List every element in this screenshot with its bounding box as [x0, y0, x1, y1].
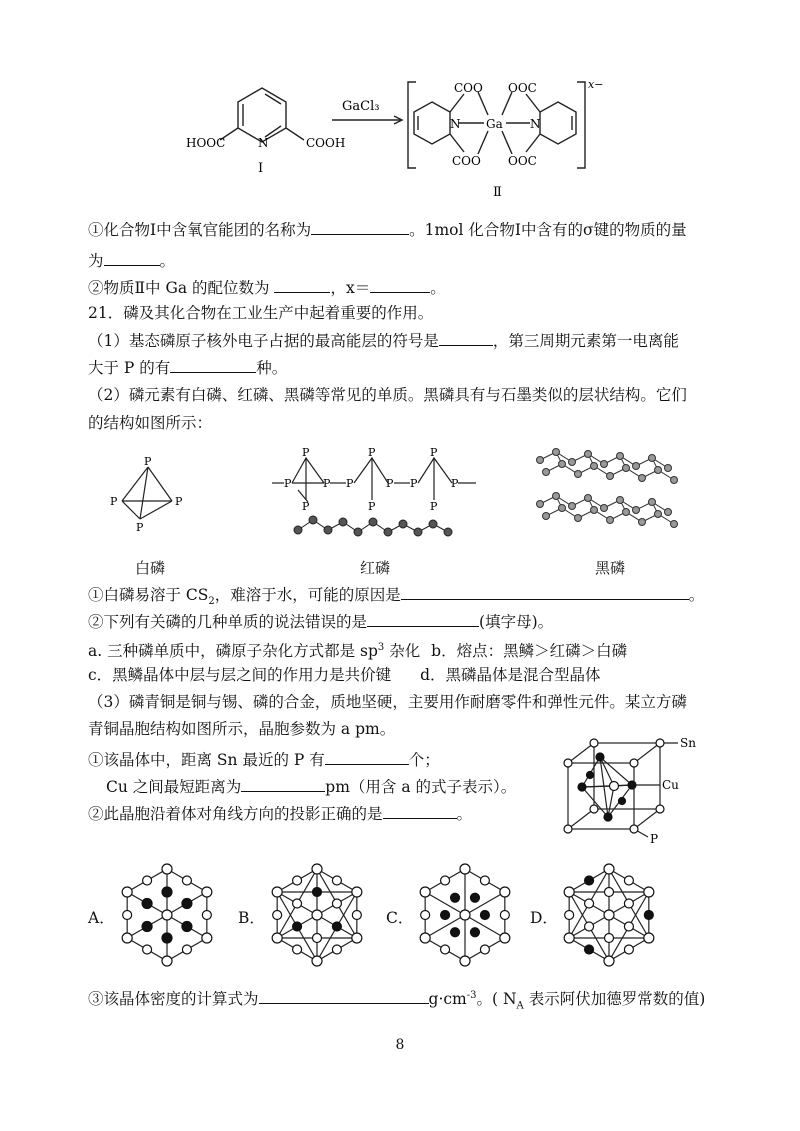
- atom-dot-filled: [162, 887, 172, 897]
- answer-blank[interactable]: [274, 276, 330, 293]
- p-atom-label: P: [368, 446, 376, 459]
- atom-dot-filled: [142, 899, 152, 909]
- coo-bottom-left: COO: [452, 154, 481, 168]
- atom-dot-open: [123, 911, 132, 920]
- answer-blank[interactable]: [367, 610, 479, 627]
- atom-dot-open: [122, 887, 132, 897]
- atom-dot-filled: [182, 922, 192, 932]
- p-atom-label: P: [430, 446, 438, 459]
- atom-dot-open: [162, 864, 172, 874]
- p-atom-label: P: [110, 495, 118, 508]
- p-atom-label: P: [346, 477, 354, 490]
- q21-option-ab: [88, 637, 627, 662]
- option-a-superscript: 3: [377, 642, 385, 653]
- page-number: 8: [395, 1037, 405, 1053]
- red-phosphorus-caption: 红磷: [359, 559, 390, 577]
- p-atom-label: P: [451, 477, 459, 490]
- q21-text: ，难溶于水，可能的原因是: [214, 586, 401, 604]
- atom-dot-open: [332, 945, 341, 954]
- atom-dot-open: [480, 876, 489, 885]
- atom-dot-open: [605, 934, 614, 943]
- cooh-label: COOH: [306, 136, 346, 150]
- q21-3-1: [88, 748, 440, 771]
- atom-dot-open: [293, 945, 302, 954]
- white-phosphorus-caption: 白磷: [134, 559, 165, 577]
- atom-dot-open: [644, 887, 654, 897]
- q21-p3-line-1: （3）磷青铜是铜与锡、磷的合金，质地坚硬，主要用作耐磨零件和弹性元件。某立方磷: [88, 693, 687, 711]
- atom-dot-open: [604, 910, 614, 920]
- p-atom-label: P: [368, 500, 376, 513]
- q21-p2-line-1: （2）磷元素有白磷、红磷、黑磷等常见的单质。黑磷具有与石墨类似的层状结构。它们: [88, 386, 687, 404]
- q20-text-3a: ②物质Ⅱ中 Ga 的配位数为: [88, 279, 275, 297]
- atom-dot-open: [352, 887, 362, 897]
- p-atom-label: P: [323, 477, 331, 490]
- atom-ga: Ga: [486, 117, 503, 131]
- q21-2-1: [88, 583, 704, 613]
- q21-p1-line-1: [88, 329, 679, 352]
- atom-dot-open: [332, 899, 341, 908]
- atom-dot-open: [332, 876, 341, 885]
- q21-text: pm（用含 a 的式子表示）。: [325, 778, 517, 796]
- atom-dot-filled: [142, 922, 152, 932]
- atom-dot-open: [624, 876, 633, 885]
- atom-dot-open: [441, 876, 450, 885]
- answer-blank[interactable]: [104, 249, 160, 266]
- q21-superscript: -3: [466, 990, 477, 1001]
- choice-c-label[interactable]: C．: [386, 909, 414, 927]
- reaction-scheme: [0, 0, 800, 200]
- ooc-bottom-right: OOC: [508, 154, 537, 168]
- q20-text-3c: 。: [430, 279, 446, 297]
- q21-text: （1）基态磷原子核外电子占据的最高能层的符号是: [88, 332, 439, 350]
- answer-blank[interactable]: [401, 583, 689, 600]
- q21-text: 个；: [408, 751, 440, 769]
- option-d: d．黑磷晶体是混合型晶体: [420, 666, 601, 684]
- atom-dot-open: [272, 887, 282, 897]
- choice-b-label[interactable]: B．: [238, 909, 265, 927]
- q20-line-2: [88, 249, 175, 272]
- option-a: a. 三种磷单质中，磷原子杂化方式都是 sp: [88, 642, 378, 661]
- atom-dot-open: [585, 922, 594, 931]
- q20-line-3: [88, 276, 446, 299]
- answer-blank[interactable]: [383, 802, 457, 819]
- atom-dot-open: [122, 933, 132, 943]
- answer-blank[interactable]: [311, 218, 409, 235]
- q20-text-3b: ，x＝: [330, 279, 371, 297]
- red-p-chain: [294, 516, 452, 536]
- atom-dot-open: [312, 956, 322, 966]
- atom-n-left: N: [450, 117, 461, 131]
- q21-p2-line-2: 的结构如图所示：: [88, 414, 213, 432]
- atom-dot-open: [460, 864, 470, 874]
- q21-p1-line-2: [88, 356, 287, 379]
- atom-dot-filled: [293, 922, 302, 931]
- q21-subscript: A: [516, 1000, 524, 1012]
- black-phosphorus-figure: [536, 440, 686, 550]
- q21-text: ①该晶体中，距离 Sn 最近的 P 有: [88, 751, 325, 769]
- answer-blank[interactable]: [170, 356, 256, 373]
- q21-p3-line-2: 青铜晶胞结构如图所示，晶胞参数为 a pm。: [88, 720, 396, 738]
- atom-dot-open: [352, 933, 362, 943]
- q21-text: 。: [688, 586, 705, 604]
- atom-dot-filled: [470, 928, 479, 937]
- q20-text-1a: ①化合物Ⅰ中含氧官能团的名称为: [88, 221, 312, 239]
- q21-text: Cu 之间最短距离为: [106, 778, 242, 796]
- atom-dot-open: [420, 887, 430, 897]
- atom-dot-open: [624, 899, 633, 908]
- q21-text: ，第三周期元素第一电离能: [492, 332, 679, 350]
- p-atom-label: P: [410, 477, 418, 490]
- atom-dot-open: [564, 887, 574, 897]
- atom-dot-open: [624, 922, 633, 931]
- atom-dot-open: [420, 933, 430, 943]
- atom-dot-open: [143, 876, 152, 885]
- q21-3-3: [88, 985, 705, 1017]
- atom-dot-open: [182, 945, 191, 954]
- black-phosphorus-caption: 黑磷: [594, 559, 625, 577]
- atom-dot-open: [480, 945, 489, 954]
- atom-dot-open: [585, 899, 594, 908]
- atom-dot-open: [182, 876, 191, 885]
- choice-a-label[interactable]: A．: [88, 909, 115, 927]
- p-atom-label: P: [302, 446, 310, 459]
- atom-dot-filled: [451, 893, 460, 902]
- atom-dot-open: [500, 887, 510, 897]
- q21-3-1b: [106, 775, 516, 798]
- atom-dot-filled: [162, 933, 172, 943]
- q21-text: ①白磷易溶于 CS: [88, 586, 209, 604]
- q21-text: ③该晶体密度的计算式为: [88, 990, 259, 1009]
- p-atom-label: P: [284, 477, 292, 490]
- atom-dot-filled: [585, 945, 594, 954]
- atom-dot-filled: [332, 922, 341, 931]
- atom-dot-open: [460, 910, 470, 920]
- atom-dot-open: [624, 945, 633, 954]
- atom-dot-open: [421, 911, 430, 920]
- option-c: c．黑鳞晶体中层与层之间的作用力是共价键: [88, 666, 392, 684]
- atom-dot-open: [272, 933, 282, 943]
- atom-dot-open: [564, 933, 574, 943]
- atom-dot-filled: [644, 911, 653, 920]
- sn-label: Sn: [680, 736, 696, 750]
- q20-line-1: [88, 218, 687, 241]
- projection-a[interactable]: [112, 860, 222, 970]
- q21-text: 。( N: [476, 990, 517, 1009]
- atom-dot-open: [313, 934, 322, 943]
- q20-text-2b: 。: [159, 252, 176, 270]
- q21-subscript: 2: [208, 596, 215, 608]
- unit-cell-figure: [560, 735, 710, 845]
- q21-text: 表示阿伏加德罗常数的值): [523, 990, 706, 1009]
- atom-dot-open: [460, 956, 470, 966]
- q21-text: ②下列有关磷的几种单质的说法错误的是: [88, 613, 368, 631]
- p-atom-label: P: [302, 500, 310, 513]
- atom-dot-filled: [480, 911, 489, 920]
- atom-dot-open: [162, 956, 172, 966]
- q21-title: 21．磷及其化合物在工业生产中起着重要的作用。: [88, 304, 434, 322]
- p-atom-label: P: [136, 521, 144, 534]
- white-phosphorus-figure: [100, 455, 200, 545]
- projection-c[interactable]: [410, 860, 520, 970]
- coo-top-left: COO: [454, 81, 483, 95]
- q21-text: 。: [456, 805, 473, 823]
- answer-blank[interactable]: [439, 329, 493, 346]
- projection-b[interactable]: [262, 860, 372, 970]
- compound-1-structure: [220, 88, 304, 142]
- q21-text: 大于 P 的有: [88, 359, 171, 377]
- atom-dot-open: [312, 910, 322, 920]
- atom-dot-open: [565, 911, 574, 920]
- q21-text: ②此晶胞沿着体对角线方向的投影正确的是: [88, 805, 383, 823]
- atom-n-label: N: [258, 136, 269, 150]
- atom-dot-open: [441, 945, 450, 954]
- red-phosphorus-figure: [268, 440, 488, 550]
- projection-d[interactable]: [554, 860, 664, 970]
- atom-n-right: N: [530, 117, 541, 131]
- atom-dot-filled: [313, 888, 322, 897]
- reaction-arrow: [332, 116, 402, 124]
- atom-dot-filled: [182, 899, 192, 909]
- p-label: P: [650, 832, 659, 846]
- atom-dot-open: [604, 864, 614, 874]
- q21-text: (填字母)。: [479, 613, 554, 631]
- q21-text: 种。: [256, 359, 288, 377]
- atom-dot-open: [273, 911, 282, 920]
- atom-dot-open: [202, 887, 212, 897]
- answer-blank[interactable]: [370, 276, 430, 293]
- answer-blank[interactable]: [325, 748, 409, 765]
- p-atom-label: P: [175, 495, 183, 508]
- atom-dot-open: [162, 910, 172, 920]
- q20-text-1b: 。1mol 化合物Ⅰ中含有的σ键的物质的量: [409, 221, 687, 239]
- q21-option-cd: [88, 664, 601, 686]
- q21-3-2: [88, 802, 472, 825]
- q20-text-2a: 为: [88, 252, 104, 270]
- hooc-label: HOOC: [186, 136, 226, 150]
- reagent-label: GaCl₃: [342, 99, 380, 114]
- atom-dot-filled: [585, 876, 594, 885]
- atom-dot-open: [293, 876, 302, 885]
- atom-dot-filled: [451, 928, 460, 937]
- q21-2-2: [88, 610, 553, 633]
- charge-label: x−: [588, 78, 604, 91]
- option-b: b．熔点：黑鳞＞红磷＞白磷: [431, 642, 628, 661]
- atom-dot-open: [352, 911, 361, 920]
- atom-dot-open: [293, 899, 302, 908]
- ooc-top-right: OOC: [508, 81, 537, 95]
- atom-dot-open: [202, 933, 212, 943]
- p-atom-label: P: [144, 455, 152, 468]
- choice-d-label[interactable]: D．: [530, 909, 558, 927]
- atom-dot-open: [500, 911, 509, 920]
- option-a-tail: 杂化: [384, 642, 421, 661]
- p-atom-label: P: [430, 500, 438, 513]
- compound-2-label: Ⅱ: [493, 185, 502, 200]
- atom-dot-open: [312, 864, 322, 874]
- atom-dot-open: [143, 945, 152, 954]
- q21-text: g·cm: [428, 990, 467, 1009]
- cu-label: Cu: [662, 778, 679, 792]
- answer-blank[interactable]: [241, 775, 325, 792]
- atom-dot-open: [604, 956, 614, 966]
- p-atom-label: P: [386, 477, 394, 490]
- atom-dot-filled: [441, 911, 450, 920]
- atom-dot-open: [605, 888, 614, 897]
- atom-dot-open: [500, 933, 510, 943]
- answer-blank[interactable]: [259, 987, 429, 1004]
- atom-dot-open: [202, 911, 211, 920]
- atom-dot-open: [644, 933, 654, 943]
- compound-1-label: Ⅰ: [258, 161, 264, 176]
- atom-dot-filled: [470, 893, 479, 902]
